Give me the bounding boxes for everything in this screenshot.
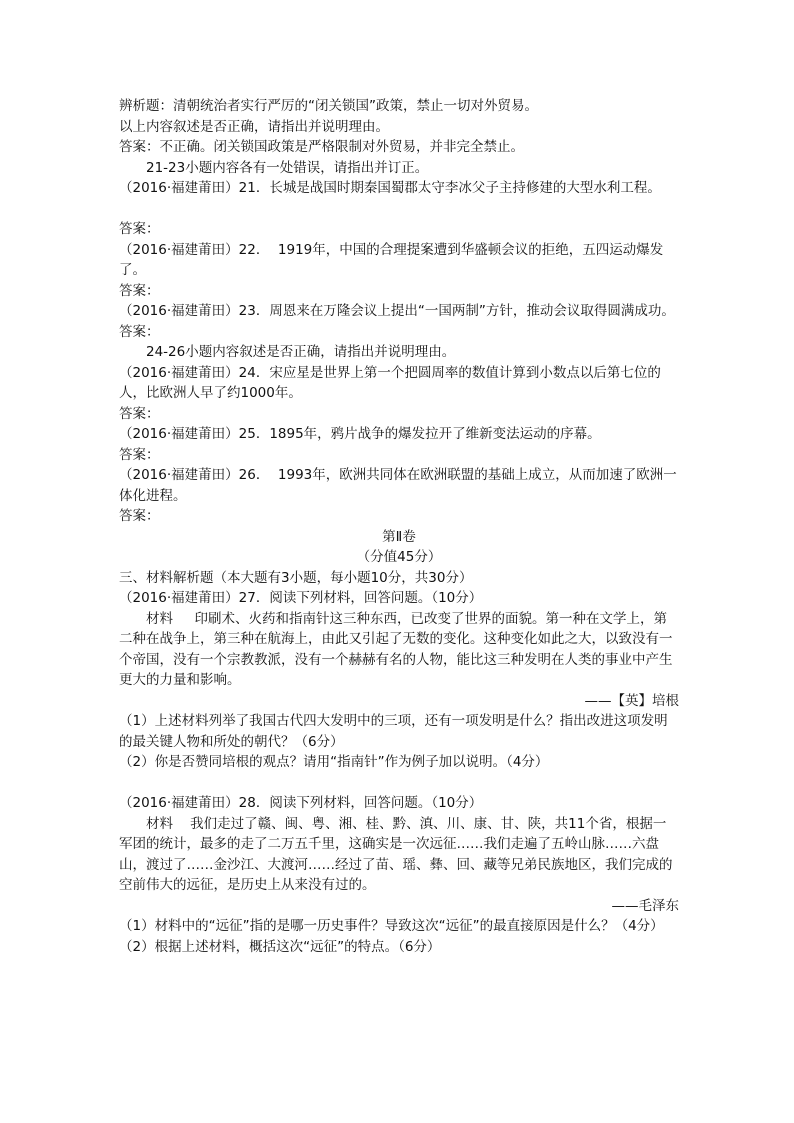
question-23: （2016·福建莆田）23．周恩来在万隆会议上提出“一国两制”方针，推动会议取得圆满成功。 — [119, 303, 675, 319]
material-28: 材料 我们走过了赣、闽、粤、湘、桂、黔、滇、川、康、甘、陕，共11个省，根据一军团的统计，最多的走了二万五千里，这确实是一次远征……我们走遍了五岭山脉……六盘山，渡过了……金沙江、大渡河……经过了苗、瑶、彝、回、藏等兄弟民族地区，我们完成的空前伟大的远征，是历史上从来没有过的。 — [119, 815, 673, 893]
correction-instruction: 21-23小题内容各有一处错误，请指出并订正。 — [146, 159, 429, 176]
document-page — [119, 96, 679, 957]
question-28: （2016·福建莆田）28．阅读下列材料，回答问题。（10分） — [119, 795, 483, 811]
material-27: 材料 印刷术、火药和指南针这三种东西，已改变了世界的面貌。第一种在文学上，第二种在战争上，第三种在航海上，由此又引起了无数的变化。这种变化如此之大，以致没有一个帝国，没有一个宗教教派，没有一个赫赫有名的人物，能比这三种发明在人类的事业中产生更大的力量和影响。 — [119, 610, 673, 688]
answer-23: 答案： — [119, 323, 160, 340]
volume-2-score: （分值45分） — [356, 549, 442, 565]
material-27-source: ——【英】培根 — [584, 692, 679, 709]
question-22: （2016·福建莆田）22． 1919年，中国的合理提案遭到华盛顿会议的拒绝，五四运动爆发了。 — [119, 241, 664, 278]
material-28-source: ——毛泽东 — [611, 897, 679, 914]
answer-25: 答案： — [119, 446, 160, 463]
answer-21: 答案： — [119, 221, 160, 237]
answer-24: 答案： — [119, 405, 160, 422]
question-27-part-2: （2）你是否赞同培根的观点？请用“指南针”作为例子加以说明。（4分） — [119, 754, 549, 770]
judgement-instruction: 24-26小题内容叙述是否正确，请指出并说明理由。 — [146, 344, 456, 360]
discrimination-instruction: 以上内容叙述是否正确，请指出并说明理由。 — [119, 118, 389, 135]
question-27-part-1: （1）上述材料列举了我国古代四大发明中的三项，还有一项发明是什么？指出改进这项发明的最关键人物和所处的朝代？（6分） — [119, 713, 668, 750]
discrimination-question: 辨析题：清朝统治者实行严厉的“闭关锁国”政策，禁止一切对外贸易。 — [119, 98, 538, 114]
answer-26: 答案： — [119, 508, 160, 524]
question-27: （2016·福建莆田）27．阅读下列材料，回答问题。（10分） — [119, 590, 483, 606]
discrimination-answer: 答案：不正确。闭关锁国政策是严格限制对外贸易，并非完全禁止。 — [119, 139, 524, 155]
volume-2-title: 第Ⅱ卷 — [382, 528, 416, 545]
question-24: （2016·福建莆田）24．宋应星是世界上第一个把圆周率的数值计算到小数点以后第七位的人，比欧洲人早了约1000年。 — [119, 364, 661, 401]
question-21: （2016·福建莆田）21．长城是战国时期秦国蜀郡太守李冰父子主持修建的大型水利工程。 — [119, 180, 661, 196]
section-3-heading: 三、材料解析题（本大题有3小题，每小题10分，共30分） — [119, 569, 473, 586]
question-28-part-2: （2）根据上述材料，概括这次“远征”的特点。（6分） — [119, 938, 441, 955]
question-26: （2016·福建莆田）26． 1993年，欧洲共同体在欧洲联盟的基础上成立，从而加速了欧洲一体化进程。 — [119, 467, 677, 504]
question-28-part-1: （1）材料中的“远征”指的是哪一历史事件？导致这次“远征”的最直接原因是什么？（4分） — [119, 918, 664, 934]
question-25: （2016·福建莆田）25．1895年，鸦片战争的爆发拉开了维新变法运动的序幕。 — [119, 426, 601, 442]
answer-22: 答案： — [119, 282, 160, 299]
answer-space — [119, 199, 679, 220]
spacer — [119, 773, 679, 794]
